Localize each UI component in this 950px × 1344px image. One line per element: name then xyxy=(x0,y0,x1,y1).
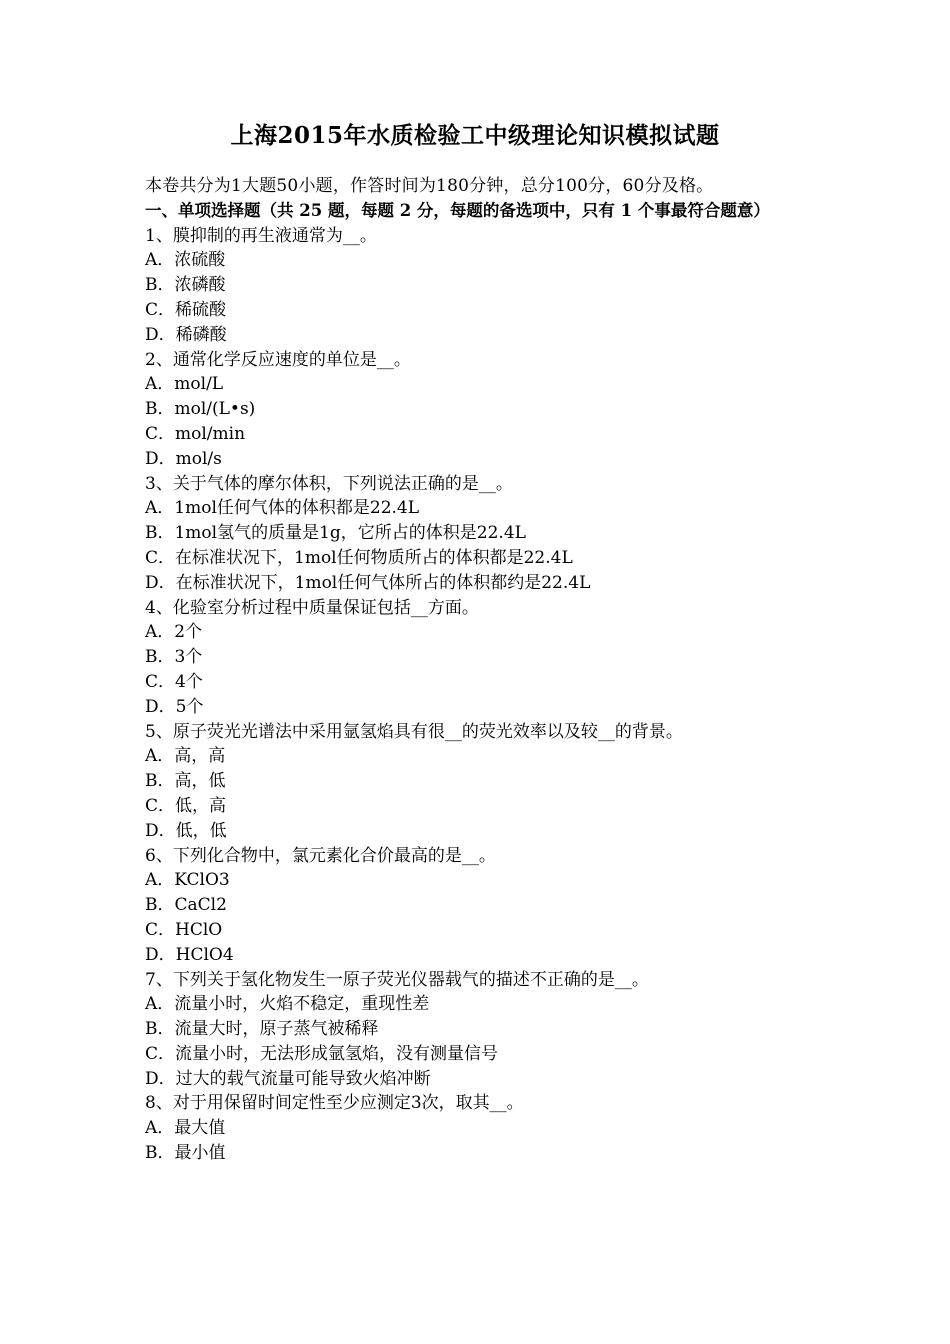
option-a: A．最大值 xyxy=(145,1118,226,1139)
exam-intro: 本卷共分为1大题50小题，作答时间为180分钟，总分100分，60分及格。 xyxy=(145,176,714,196)
option-b: B．mol/(L•s) xyxy=(145,399,256,420)
question-2 xyxy=(145,348,815,472)
option-b: B．高，低 xyxy=(145,771,226,792)
option-b: B．流量大时，原子蒸气被稀释 xyxy=(145,1019,379,1040)
option-a: A．1mol任何气体的体积都是22.4L xyxy=(145,498,420,519)
option-a: A．mol/L xyxy=(145,374,224,395)
option-d: D．过大的载气流量可能导致火焰冲断 xyxy=(145,1068,431,1089)
option-c: C．mol/min xyxy=(145,423,246,444)
option-c: C．流量小时，无法形成氩氢焰，没有测量信号 xyxy=(145,1043,499,1064)
question-3 xyxy=(145,472,815,596)
option-c: C．4个 xyxy=(145,671,203,692)
question-5 xyxy=(145,720,815,844)
option-a: A．KClO3 xyxy=(145,870,230,891)
option-d: D．mol/s xyxy=(145,448,222,469)
option-c: C．在标准状况下，1mol任何物质所占的体积都是22.4L xyxy=(145,547,573,568)
option-a: A．高，高 xyxy=(145,746,226,767)
option-d: D．低，低 xyxy=(145,820,227,841)
question-7 xyxy=(145,968,815,1092)
question-text: 5、原子荧光光谱法中采用氩氢焰具有很__的荧光效率以及较__的背景。 xyxy=(145,721,683,742)
option-c: C．稀硫酸 xyxy=(145,299,227,320)
option-d: D．5个 xyxy=(145,696,204,717)
question-text: 4、化验室分析过程中质量保证包括__方面。 xyxy=(145,597,479,618)
option-b: B．最小值 xyxy=(145,1143,226,1164)
question-text: 2、通常化学反应速度的单位是__。 xyxy=(145,349,411,370)
question-text: 8、对于用保留时间定性至少应测定3次，取其__。 xyxy=(145,1093,524,1114)
question-text: 7、下列关于氢化物发生一原子荧光仪器载气的描述不正确的是__。 xyxy=(145,969,649,990)
question-text: 6、下列化合物中，氯元素化合价最高的是__。 xyxy=(145,845,496,866)
document-body xyxy=(145,174,815,1166)
option-d: D．稀磷酸 xyxy=(145,324,227,345)
question-text: 1、膜抑制的再生液通常为__。 xyxy=(145,225,377,246)
question-text: 3、关于气体的摩尔体积，下列说法正确的是__。 xyxy=(145,473,513,494)
option-d: D．HClO4 xyxy=(145,944,234,965)
option-d: D．在标准状况下，1mol任何气体所占的体积都约是22.4L xyxy=(145,572,591,593)
document-title: 上海2015年水质检验工中级理论知识模拟试题 xyxy=(230,122,720,149)
option-b: B．1mol氢气的质量是1g，它所占的体积是22.4L xyxy=(145,523,526,544)
option-b: B．浓磷酸 xyxy=(145,275,226,296)
question-6 xyxy=(145,844,815,968)
question-4 xyxy=(145,596,815,720)
option-a: A．2个 xyxy=(145,622,203,643)
option-a: A．流量小时，火焰不稳定，重现性差 xyxy=(145,994,430,1015)
section-heading: 一、单项选择题（共 25 题，每题 2 分，每题的备选项中，只有 1 个事最符合题意） xyxy=(145,200,770,220)
option-b: B．CaCl2 xyxy=(145,895,227,916)
option-c: C．低，高 xyxy=(145,795,227,816)
option-b: B．3个 xyxy=(145,647,203,668)
option-c: C．HClO xyxy=(145,919,223,940)
question-8 xyxy=(145,1091,815,1165)
question-1 xyxy=(145,224,815,348)
option-a: A．浓硫酸 xyxy=(145,250,226,271)
